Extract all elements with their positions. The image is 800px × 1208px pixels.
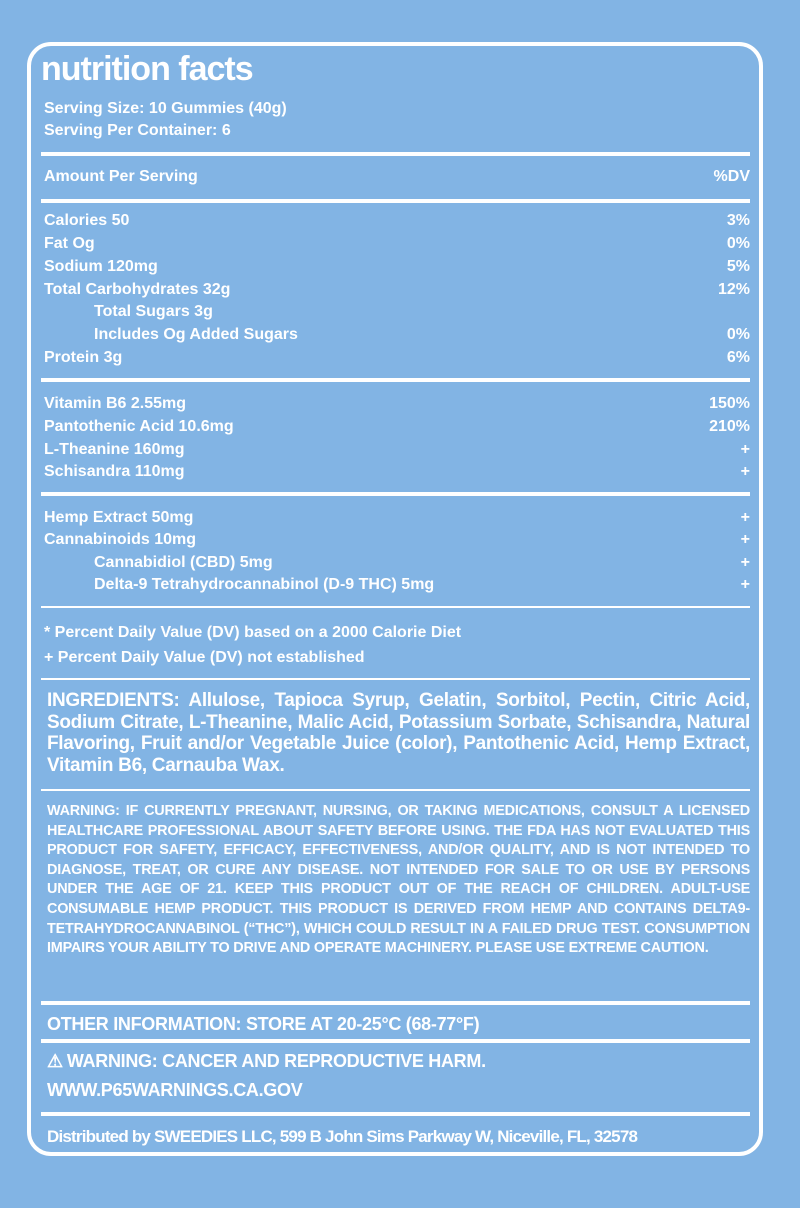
- vitamin-row: [44, 395, 750, 413]
- hemp-label: Cannabidiol (CBD) 5mg: [94, 554, 273, 571]
- nutrient-dv: 6%: [726, 349, 750, 366]
- hemp-row: [44, 509, 750, 527]
- vitamin-row: [44, 441, 750, 459]
- other-information: OTHER INFORMATION: STORE AT 20-25°C (68-77°F): [47, 1014, 480, 1034]
- nutrient-label: Protein 3g: [44, 349, 123, 366]
- label-title: nutrition facts: [41, 50, 253, 88]
- nutrient-row: [44, 326, 750, 344]
- hemp-row: [44, 554, 750, 572]
- plus-footnote: + Percent Daily Value (DV) not established: [44, 649, 365, 666]
- amount-per-serving-label: Amount Per Serving: [44, 168, 198, 185]
- servings-per-container: Serving Per Container: 6: [44, 122, 231, 139]
- nutrient-row: [44, 212, 750, 230]
- nutrient-dv: 5%: [726, 258, 750, 275]
- prop65-warning-text: WARNING: CANCER AND REPRODUCTIVE HARM.: [66, 1051, 486, 1071]
- hemp-dv: +: [740, 576, 750, 593]
- vitamin-row: [44, 463, 750, 481]
- vitamin-label: L-Theanine 160mg: [44, 441, 185, 458]
- divider: [41, 606, 750, 608]
- divider: [41, 378, 750, 382]
- nutrient-row: [44, 281, 750, 299]
- nutrient-label: Calories 50: [44, 212, 130, 229]
- hemp-dv: +: [740, 509, 750, 526]
- hemp-row: [44, 531, 750, 549]
- amount-header-row: [44, 168, 750, 186]
- prop65-warning: [47, 1051, 486, 1072]
- hemp-label: Delta-9 Tetrahydrocannabinol (D-9 THC) 5mg: [94, 576, 435, 593]
- vitamin-dv: 150%: [709, 395, 750, 412]
- hemp-row: [44, 576, 750, 594]
- hemp-label: Hemp Extract 50mg: [44, 509, 194, 526]
- hemp-dv: +: [740, 554, 750, 571]
- warning-triangle-icon: ⚠: [47, 1051, 63, 1071]
- divider: [41, 492, 750, 496]
- hemp-label: Cannabinoids 10mg: [44, 531, 197, 548]
- nutrient-label: Total Sugars 3g: [94, 303, 213, 320]
- nutrient-row: [44, 349, 750, 367]
- divider: [41, 1001, 750, 1005]
- nutrient-dv: 0%: [726, 235, 750, 252]
- vitamin-row: [44, 418, 750, 436]
- nutrient-row: [44, 258, 750, 276]
- divider: [41, 678, 750, 680]
- serving-size: Serving Size: 10 Gummies (40g): [44, 100, 287, 117]
- divider: [41, 1112, 750, 1116]
- ingredients-text: INGREDIENTS: Allulose, Tapioca Syrup, Gelatin, Sorbitol, Pectin, Citric Acid, Sodium Citrate, L-Theanine, Malic Acid, Potassium Sorbate, Schisandra, Natural Flavoring, Fruit and/or Vegetable Juice (color), Pantothenic Acid, Hemp Extract, Vitamin B6, Carnauba Wax.: [47, 690, 750, 776]
- vitamin-label: Vitamin B6 2.55mg: [44, 395, 186, 412]
- nutrient-label: Sodium 120mg: [44, 258, 158, 275]
- hemp-dv: +: [740, 531, 750, 548]
- distributor-text: Distributed by SWEEDIES LLC, 599 B John Sims Parkway W, Niceville, FL, 32578: [47, 1127, 638, 1146]
- nutrient-row: [44, 303, 750, 321]
- nutrient-dv: 3%: [726, 212, 750, 229]
- divider: [41, 789, 750, 791]
- nutrient-dv: 12%: [717, 281, 750, 298]
- nutrient-label: Total Carbohydrates 32g: [44, 281, 231, 298]
- warning-text: WARNING: IF CURRENTLY PREGNANT, NURSING, OR TAKING MEDICATIONS, CONSULT A LICENSED HEALTHCARE PROFESSIONAL ABOUT SAFETY BEFORE USING. THE FDA HAS NOT EVALUATED THIS PRODUCT FOR SAFETY, EFFICACY, EFFECTIVENESS, AND/OR QUALITY, AND IS NOT INTENDED TO DIAGNOSE, TREAT, OR CURE ANY DISEASE. NOT INTENDED FOR SALE TO OR USE BY PERSONS UNDER THE AGE OF 21. KEEP THIS PRODUCT OUT OF THE REACH OF CHILDREN. ADULT-USE CONSUMABLE HEMP PRODUCT. THIS PRODUCT IS DERIVED FROM HEMP AND CONTAINS DELTA9-TETRAHYDROCANNABINOL (“THC”), WHICH COULD RESULT IN A FAILED DRUG TEST. CONSUMPTION IMPAIRS YOUR ABILITY TO DRIVE AND OPERATE MACHINERY. PLEASE USE EXTREME CAUTION.: [47, 803, 750, 957]
- vitamin-dv: +: [740, 463, 750, 480]
- divider: [41, 1039, 750, 1043]
- divider: [41, 152, 750, 156]
- prop65-url: WWW.P65WARNINGS.CA.GOV: [47, 1080, 303, 1100]
- vitamin-dv: 210%: [709, 418, 750, 435]
- nutrient-dv: 0%: [726, 326, 750, 343]
- nutrient-row: [44, 235, 750, 253]
- nutrient-label: Includes Og Added Sugars: [94, 326, 298, 343]
- label-panel: [27, 42, 763, 1156]
- vitamin-label: Pantothenic Acid 10.6mg: [44, 418, 234, 435]
- vitamin-dv: +: [740, 441, 750, 458]
- dv-footnote: * Percent Daily Value (DV) based on a 2000 Calorie Diet: [44, 624, 462, 641]
- vitamin-label: Schisandra 110mg: [44, 463, 185, 480]
- dv-header-label: %DV: [713, 168, 750, 185]
- divider: [41, 199, 750, 203]
- nutrient-label: Fat Og: [44, 235, 95, 252]
